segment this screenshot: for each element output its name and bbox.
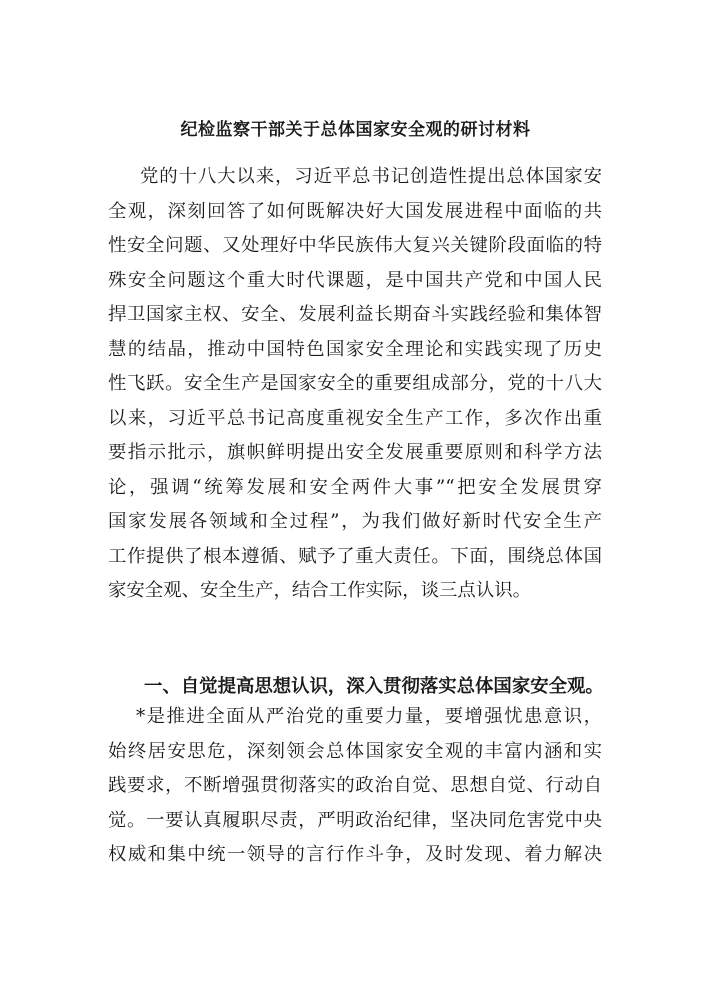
section-heading: 一、自觉提高思想认识，深入贯彻落实总体国家安全观。 [144,676,604,698]
paragraph-line: 殊安全问题这个重大时代课题，是中国共产党和中国人民 [108,269,602,291]
paragraph-line: 始终居安思危，深刻领会总体国家安全观的丰富内涵和实 [108,740,602,762]
document-title: 纪检监察干部关于总体国家安全观的研讨材料 [180,120,531,140]
paragraph-line: 性飞跃。安全生产是国家安全的重要组成部分，党的十八大 [108,373,602,394]
paragraph-line: 全观，深刻回答了如何既解决好大国发展进程中面临的共 [108,200,602,222]
paragraph-line: 以来，习近平总书记高度重视安全生产工作，多次作出重 [108,407,602,429]
paragraph-line: 慧的结晶，推动中国特色国家安全理论和实践实现了历史 [108,338,602,360]
paragraph-line: 践要求，不断增强贯彻落实的政治自觉、思想自觉、行动自 [108,775,602,796]
paragraph-line: 家安全观、安全生产，结合工作实际，谈三点认识。 [108,580,531,601]
paragraph-line: 工作提供了根本遵循、赋予了重大责任。下面，围绕总体国 [108,545,602,567]
paragraph-line: *是推进全面从严治党的重要力量，要增强忧患意识， [136,706,602,727]
section-paragraph [108,700,602,873]
intro-paragraph [108,160,602,609]
paragraph-line: 党的十八大以来，习近平总书记创造性提出总体国家安 [140,166,602,187]
paragraph-line: 性安全问题、又处理好中华民族伟大复兴关键阶段面临的特 [108,235,602,256]
paragraph-line: 要指示批示，旗帜鲜明提出安全发展重要原则和科学方法 [108,442,602,463]
paragraph-line: 捍卫国家主权、安全、发展利益长期奋斗实践经验和集体智 [108,304,602,325]
paragraph-line: 论，强调“统筹发展和安全两件大事”“把安全发展贯穿 [108,476,602,498]
paragraph-line: 国家发展各领域和全过程”，为我们做好新时代安全生产 [108,511,602,532]
paragraph-line: 觉。一要认真履职尽责，严明政治纪律，坚决同危害党中央 [108,809,602,831]
paragraph-line: 权威和集中统一领导的言行作斗争，及时发现、着力解决 [108,844,602,865]
